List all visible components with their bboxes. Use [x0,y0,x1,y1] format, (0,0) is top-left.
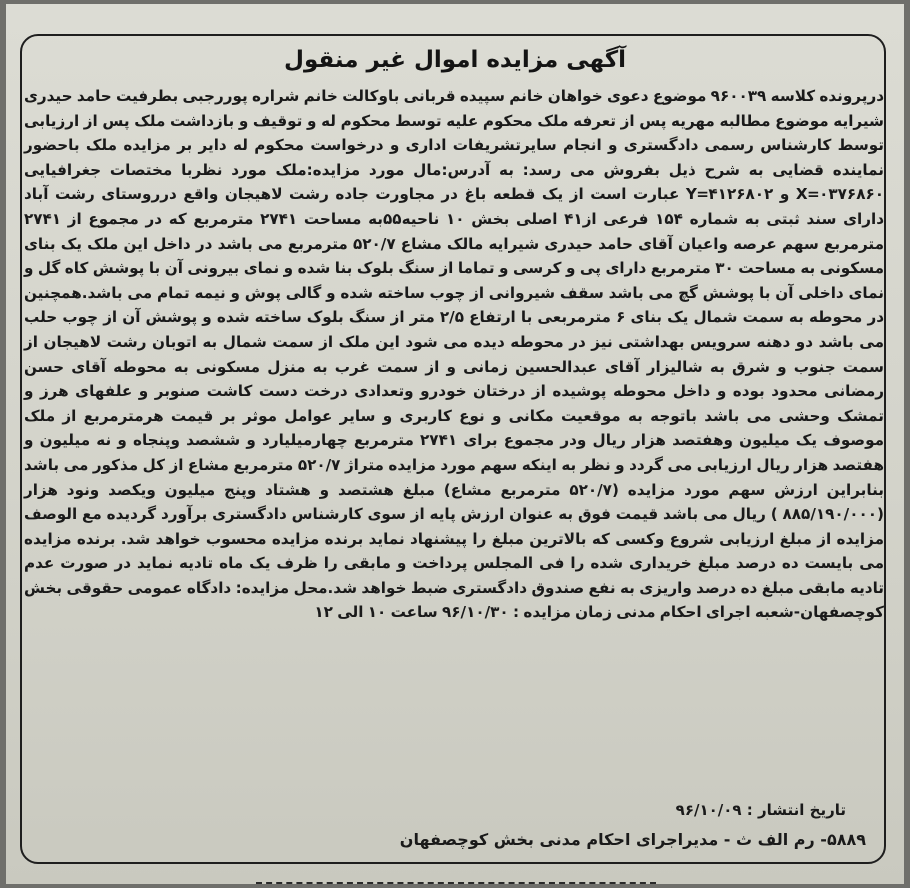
notice-signature: ۵۸۸۹- رم الف ث - مدیراجرای احکام مدنی بخش کوچصفهان [399,830,866,849]
notice-title: آگهی مزایده اموال غیر منقول [283,47,627,73]
newspaper-clipping [6,4,904,884]
bottom-divider [256,882,656,884]
publish-date: تاریخ انتشار : ۹۶/۱۰/۰۹ [675,801,846,819]
notice-body: درپرونده کلاسه ۹۶۰۰۳۹ موضوع دعوی خواهان خانم سپیده قربانی باوکالت خانم شراره پوررجبی بطرفیت حامد حیدری شیرایه موضوع مطالبه مهریه پس از تعرفه ملک محکوم علیه توسط محکوم له و توقیف و بازداشت ملک پس از ارزیابی توسط کارشناس رسمی دادگستری و انجام سایرتشریفات اداری و درخواست محکوم له دایر بر مزایده ملک باحضور نماینده قضایی به شرح ذیل بفروش می رسد: به آدرس:مال مورد مزایده:ملک مورد نظربا مختصات جغرافیایی X=۰۳۷۶۸۶۰ و Y=۴۱۲۶۸۰۲ عبارت است از یک قطعه باغ در مجاورت جاده رشت لاهیجان واقع درروستای رشت آباد دارای سند ثبتی به شماره ۱۵۴ فرعی از۴۱ اصلی بخش ۱۰ ناحیه۵۵به مساحت ۲۷۴۱ مترمربع که در مجموع از ۲۷۴۱ مترمربع سهم عرصه واعیان آقای حامد حیدری شیرایه مالک مشاع ۵۲۰/۷ مترمربع می باشد در داخل این ملک یک بنای مسکونی به مساحت ۳۰ مترمربع دارای پی و کرسی و تماما از سنگ بلوک بنا شده و نمای بیرونی آن با پوشش کاه گل و نمای داخلی آن با پوشش گچ می باشد سقف شیروانی از چوب ساخته شده و گالی پوش و نیمه تمام می باشد.همچنین در محوطه به سمت شمال یک بنای ۶ مترمربعی با ارتفاع ۲/۵ متر از سنگ بلوک ساخته شده و پوشش آن از چوب حلب می باشد دو دهنه سرویس بهداشتی نیز در محوطه دیده می شود این ملک از سمت شمال به اتوبان رشت لاهیجان از سمت جنوب و شرق به شالیزار آقای عبدالحسین زمانی و از سمت غرب به منزل مسکونی به محوطه آقای حسن رمضانی محدود بوده و داخل محوطه پوشیده از درختان خودرو وتعدادی درخت دست کاشت صنوبر و علفهای هرز و تمشک وحشی می باشد باتوجه به موقعیت مکانی و نوع کاربری و سایر عوامل موثر بر قیمت هرمترمربع از ملک موصوف یک میلیون وهفتصد هزار ریال ودر مجموع برای ۲۷۴۱ مترمربع چهارمیلیارد و ششصد وپنجاه و نه میلیون و هفتصد هزار ریال ارزیابی می گردد و نظر به اینکه سهم مورد مزایده متراژ ۵۲۰/۷ مترمربع مشاع از کل مذکور می باشد بنابراین ارزش سهم مورد مزایده (۵۲۰/۷ مترمربع مشاع) مبلغ هشتصد و هشتاد وپنج میلیون ویکصد ونود هزار (۸۸۵/۱۹۰/۰۰۰ ) ریال می باشد قیمت فوق به عنوان ارزش پایه از سوی کارشناس دادگستری برآورد گردیده مع الوصف مزایده از مبلغ ارزیابی شروع وکسی که بالاترین مبلغ را پیشنهاد نماید برنده مزایده محسوب خواهد شد. برنده مزایده می بایست ده درصد مبلغ خریداری شده را فی المجلس پرداخت و مابقی را ظرف یک ماه تادیه نماید در صورت عدم تادیه مابقی مبلغ ده درصد واریزی به نفع صندوق دادگستری ضبط خواهد شد.محل مزایده: دادگاه عمومی حقوقی بخش کوچصفهان-شعبه اجرای احکام مدنی زمان مزایده : ۹۶/۱۰/۳۰ ساعت ۱۰ الی ۱۲ [24,87,885,622]
